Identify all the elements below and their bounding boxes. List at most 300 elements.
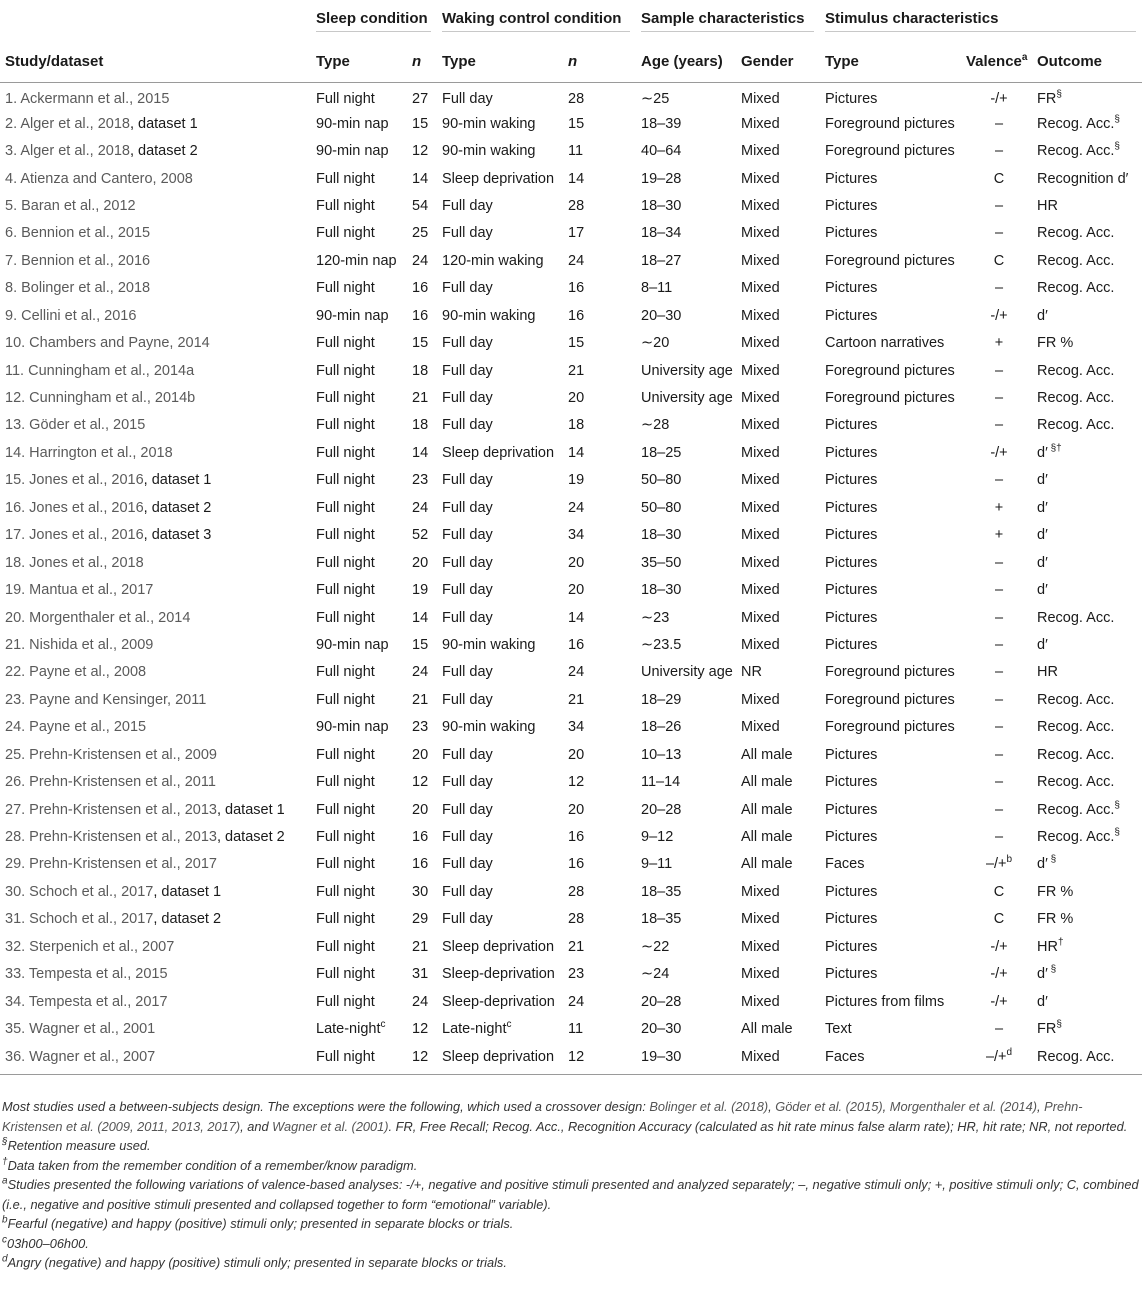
age-cell: 35–50 <box>641 554 682 571</box>
age-cell: 18–27 <box>641 252 682 269</box>
outcome-cell <box>1032 988 1142 1015</box>
citation-prehn-kristensen[interactable]: Prehn-Kristensen et al. (2009, 2011, 2013, 2017) <box>2 1099 1083 1134</box>
study-reference: 28. Prehn-Kristensen et al., 2013 <box>5 829 217 846</box>
table-body <box>0 83 1142 1071</box>
valence-cell <box>961 137 1032 164</box>
stimulus-type-cell: Pictures <box>825 417 878 434</box>
age-cell: 20–30 <box>641 1021 682 1038</box>
valence-value: – <box>994 280 1004 297</box>
citation-morgenthaler[interactable]: Morgenthaler et al. (2014) <box>889 1099 1038 1114</box>
sleep-type-column-header: Type <box>311 41 407 83</box>
table-row <box>0 961 1142 988</box>
table-row <box>0 412 1142 439</box>
gender-cell: Mixed <box>741 527 780 544</box>
footnote-b <box>2 1214 1140 1234</box>
study-reference: 1. Ackermann et al., 2015 <box>5 91 170 108</box>
stimulus-type-cell: Pictures <box>825 829 878 846</box>
study-reference: 34. Tempesta et al., 2017 <box>5 993 168 1010</box>
age-cell: 9–11 <box>641 856 673 873</box>
age-cell: ∼28 <box>641 417 670 434</box>
table-row <box>0 714 1142 741</box>
age-cell: ∼23.5 <box>641 636 682 653</box>
wake-type-cell <box>437 933 563 960</box>
sleep-type-cell <box>311 110 407 137</box>
footnote-mark: § <box>1114 113 1120 125</box>
gender-cell: Mixed <box>741 362 780 379</box>
sleep-type-cell <box>311 933 407 960</box>
wake-n-cell: 34 <box>568 527 585 544</box>
sleep-type-cell <box>311 192 407 219</box>
valence-cell <box>961 714 1032 741</box>
study-cell <box>0 329 311 356</box>
sleep-n-column-header: n <box>407 41 437 83</box>
wake-type-value: Full day <box>442 225 493 242</box>
gender-cell: All male <box>741 829 793 846</box>
wake-type-value: Sleep deprivation <box>442 170 555 187</box>
sleep-type-cell <box>311 576 407 603</box>
study-reference: 9. Cellini et al., 2016 <box>5 307 137 324</box>
stimulus-type-cell: Foreground pictures <box>825 664 955 681</box>
stimulus-type-cell: Cartoon narratives <box>825 335 945 352</box>
stimulus-type-cell: Pictures <box>825 582 878 599</box>
blank-header-cell <box>0 0 311 41</box>
stimulus-type-cell: Pictures <box>825 938 878 955</box>
outcome-cell <box>1032 851 1142 878</box>
valence-cell <box>961 192 1032 219</box>
sleep-n-cell: 14 <box>412 170 429 187</box>
age-cell: 18–35 <box>641 911 682 928</box>
sleep-n-cell: 27 <box>412 91 429 108</box>
table-row <box>0 302 1142 329</box>
design-note-text-1: Most studies used a between-subjects design. The exceptions were the following, which used a crossover design: <box>2 1099 650 1114</box>
sleep-n-cell: 21 <box>412 390 429 407</box>
outcome-value: FR % <box>1037 335 1074 352</box>
sleep-type-cell <box>311 878 407 905</box>
sleep-type-value: Full night <box>316 609 375 626</box>
wake-type-cell <box>437 522 563 549</box>
wake-n-cell: 21 <box>568 362 585 379</box>
outcome-cell <box>1032 192 1142 219</box>
gender-cell: Mixed <box>741 335 780 352</box>
table-row <box>0 275 1142 302</box>
wake-n-cell: 28 <box>568 911 585 928</box>
outcome-cell <box>1032 329 1142 356</box>
study-column-header: Study/dataset <box>0 41 311 83</box>
age-cell: ∼25 <box>641 91 670 108</box>
wake-n-cell: 18 <box>568 417 585 434</box>
wake-type-cell <box>437 220 563 247</box>
valence-value: -/+ <box>990 444 1008 461</box>
gender-cell: Mixed <box>741 390 780 407</box>
sleep-type-cell <box>311 659 407 686</box>
wake-n-cell: 20 <box>568 746 585 763</box>
table-row <box>0 439 1142 466</box>
age-cell: 18–30 <box>641 582 682 599</box>
table-row <box>0 83 1142 110</box>
study-cell <box>0 165 311 192</box>
wake-type-cell <box>437 823 563 850</box>
wake-type-cell <box>437 878 563 905</box>
stimulus-type-cell: Pictures <box>825 472 878 489</box>
sleep-type-value: Full night <box>316 417 375 434</box>
age-cell: 19–30 <box>641 1048 682 1065</box>
wake-n-cell: 11 <box>568 143 584 160</box>
age-cell: 19–28 <box>641 170 682 187</box>
table-row <box>0 741 1142 768</box>
study-cell <box>0 522 311 549</box>
study-cell <box>0 988 311 1015</box>
table-row <box>0 933 1142 960</box>
outcome-value: Recog. Acc. <box>1037 115 1115 132</box>
wake-type-value: Sleep-deprivation <box>442 966 555 983</box>
sleep-n-cell: 16 <box>412 856 429 873</box>
gender-cell: Mixed <box>741 417 780 434</box>
footnote-a <box>2 1175 1140 1214</box>
outcome-cell <box>1032 878 1142 905</box>
study-cell <box>0 906 311 933</box>
outcome-value: d′ <box>1037 554 1048 571</box>
valence-cell <box>961 549 1032 576</box>
study-cell <box>0 659 311 686</box>
sleep-type-value: Full night <box>316 691 375 708</box>
age-cell: 10–13 <box>641 746 682 763</box>
outcome-cell <box>1032 522 1142 549</box>
wake-n-cell: 15 <box>568 335 585 352</box>
table-row <box>0 494 1142 521</box>
table-row <box>0 796 1142 823</box>
stimulus-type-cell: Text <box>825 1021 852 1038</box>
wake-n-cell: 21 <box>568 691 585 708</box>
age-cell: 40–64 <box>641 143 682 160</box>
valence-value: – <box>994 636 1004 653</box>
stimulus-type-cell: Foreground pictures <box>825 719 955 736</box>
sleep-type-value: Full night <box>316 1048 375 1065</box>
outcome-value: d′ <box>1037 472 1048 489</box>
wake-n-cell: 16 <box>568 280 585 297</box>
study-cell <box>0 1015 311 1042</box>
wake-type-cell <box>437 302 563 329</box>
age-cell: 18–25 <box>641 444 682 461</box>
valence-value: + <box>994 527 1004 544</box>
stimulus-type-cell: Foreground pictures <box>825 143 955 160</box>
study-reference: 20. Morgenthaler et al., 2014 <box>5 609 191 626</box>
sleep-n-cell: 19 <box>412 582 429 599</box>
wake-type-cell <box>437 714 563 741</box>
sleep-type-value: 90-min nap <box>316 307 389 324</box>
wake-n-cell: 20 <box>568 801 585 818</box>
design-note <box>2 1097 1140 1136</box>
sleep-n-cell: 20 <box>412 554 429 571</box>
wake-n-cell: 14 <box>568 170 585 187</box>
stimulus-type-cell: Foreground pictures <box>825 115 955 132</box>
footnote-mark: § <box>1114 799 1120 811</box>
footnote-mark: § <box>1114 141 1120 153</box>
study-cell <box>0 878 311 905</box>
stimulus-type-cell: Faces <box>825 856 865 873</box>
sleep-type-value: Full night <box>316 829 375 846</box>
outcome-cell <box>1032 714 1142 741</box>
study-reference: 4. Atienza and Cantero, 2008 <box>5 170 193 187</box>
valence-cell <box>961 768 1032 795</box>
wake-type-value: Full day <box>442 609 493 626</box>
sleep-n-cell: 54 <box>412 197 429 214</box>
gender-cell: Mixed <box>741 582 780 599</box>
footnote-a-text: Studies presented the following variations of valence-based analyses: -/+, negative and positive stimuli presented and analyzed separately; –, negative stimuli only; +, positive stimuli only; C, combined (i.e., negative and positive stimuli presented and collapsed together to form “emotional” variable). <box>2 1177 1139 1212</box>
study-cell <box>0 961 311 988</box>
age-cell: 18–30 <box>641 197 682 214</box>
gender-cell: Mixed <box>741 609 780 626</box>
study-cell <box>0 192 311 219</box>
outcome-cell <box>1032 823 1142 850</box>
outcome-value: Recog. Acc. <box>1037 609 1115 626</box>
outcome-value: HR <box>1037 664 1058 681</box>
valence-value: – <box>994 774 1004 791</box>
age-cell: 11–14 <box>641 774 681 791</box>
sleep-n-cell: 12 <box>412 774 429 791</box>
wake-n-cell: 11 <box>568 1021 584 1038</box>
dataset-label: , dataset 2 <box>143 499 212 516</box>
valence-value: –/+ <box>985 856 1007 873</box>
valence-value: C <box>993 911 1005 928</box>
wake-type-value: 90-min waking <box>442 307 536 324</box>
gender-cell: Mixed <box>741 444 780 461</box>
table-row <box>0 768 1142 795</box>
study-reference: 18. Jones et al., 2018 <box>5 554 144 571</box>
study-reference: 21. Nishida et al., 2009 <box>5 636 154 653</box>
table-row <box>0 467 1142 494</box>
wake-type-value: Late-night <box>442 1021 507 1038</box>
sleep-n-cell: 23 <box>412 719 429 736</box>
valence-value: -/+ <box>990 307 1008 324</box>
valence-cell <box>961 988 1032 1015</box>
valence-cell <box>961 329 1032 356</box>
gender-cell: Mixed <box>741 911 780 928</box>
wake-type-cell <box>437 796 563 823</box>
footnote-a-mark: a <box>2 1175 8 1187</box>
valence-header-footnote-mark: a <box>1021 52 1028 63</box>
wake-type-cell <box>437 165 563 192</box>
citation-bolinger[interactable]: Bolinger et al. (2018) <box>649 1099 769 1114</box>
wake-n-cell: 24 <box>568 499 585 516</box>
valence-cell <box>961 823 1032 850</box>
wake-type-cell <box>437 384 563 411</box>
outcome-cell <box>1032 604 1142 631</box>
sleep-type-value: Full night <box>316 911 375 928</box>
study-cell <box>0 110 311 137</box>
sleep-n-cell: 52 <box>412 527 429 544</box>
gender-cell: Mixed <box>741 307 780 324</box>
wake-type-cell <box>437 137 563 164</box>
gender-cell: Mixed <box>741 197 780 214</box>
wake-type-value: Full day <box>442 499 493 516</box>
wake-type-cell <box>437 1043 563 1070</box>
wake-type-cell <box>437 851 563 878</box>
wake-type-value: 90-min waking <box>442 115 536 132</box>
valence-value: – <box>994 225 1004 242</box>
sleep-type-value: Full night <box>316 554 375 571</box>
outcome-value: d′ <box>1037 582 1048 599</box>
table-row <box>0 192 1142 219</box>
valence-value: – <box>994 719 1004 736</box>
outcome-value: d′ <box>1037 966 1048 983</box>
study-reference: 5. Baran et al., 2012 <box>5 197 136 214</box>
table-row <box>0 851 1142 878</box>
sleep-type-cell <box>311 494 407 521</box>
sleep-n-cell: 21 <box>412 691 429 708</box>
sleep-type-value: Full night <box>316 335 375 352</box>
study-reference: 29. Prehn-Kristensen et al., 2017 <box>5 856 217 873</box>
sleep-type-cell <box>311 83 407 110</box>
outcome-value: d′ <box>1037 636 1048 653</box>
valence-value: –/+ <box>985 1048 1007 1065</box>
wake-type-value: Full day <box>442 664 493 681</box>
dataset-label: , dataset 2 <box>129 143 198 160</box>
footnote-d-text: Angry (negative) and happy (positive) stimuli only; presented in separate blocks or trials. <box>7 1255 507 1270</box>
study-cell <box>0 741 311 768</box>
valence-value: – <box>994 829 1004 846</box>
wake-type-cell <box>437 357 563 384</box>
sleep-type-value: Full night <box>316 91 375 108</box>
stimulus-type-cell: Pictures <box>825 280 878 297</box>
stimulus-type-cell: Pictures <box>825 225 878 242</box>
wake-type-value: Sleep deprivation <box>442 1048 555 1065</box>
outcome-cell <box>1032 137 1142 164</box>
valence-value: – <box>994 362 1004 379</box>
table-row <box>0 988 1142 1015</box>
sleep-type-value: Full night <box>316 582 375 599</box>
sleep-type-value: Late-night <box>316 1021 381 1038</box>
study-reference: 26. Prehn-Kristensen et al., 2011 <box>5 774 216 791</box>
outcome-value: Recog. Acc. <box>1037 280 1115 297</box>
wake-n-cell: 24 <box>568 993 585 1010</box>
age-cell: 18–35 <box>641 883 682 900</box>
gender-cell: Mixed <box>741 143 780 160</box>
sleep-type-cell <box>311 522 407 549</box>
outcome-cell <box>1032 83 1142 110</box>
dataset-label: , dataset 3 <box>143 527 212 544</box>
footnote-mark: § <box>1047 964 1057 976</box>
wake-type-cell <box>437 604 563 631</box>
outcome-value: HR <box>1037 197 1058 214</box>
wake-n-cell: 15 <box>568 115 585 132</box>
section-mark: § <box>2 1136 8 1148</box>
outcome-value: Recognition d′ <box>1037 170 1129 187</box>
sleep-condition-label: Sleep condition <box>316 10 431 32</box>
study-reference: 22. Payne et al., 2008 <box>5 664 147 681</box>
table-bottom-rule <box>0 1074 1142 1075</box>
table-row <box>0 823 1142 850</box>
table-row <box>0 137 1142 164</box>
study-reference: 12. Cunningham et al., 2014b <box>5 390 196 407</box>
wake-type-value: Full day <box>442 911 493 928</box>
sleep-type-cell <box>311 165 407 192</box>
wake-type-column-header: Type <box>437 41 563 83</box>
study-reference: 32. Sterpenich et al., 2007 <box>5 938 175 955</box>
footnote-c-text: 03h00–06h00. <box>7 1235 89 1251</box>
sleep-type-cell <box>311 851 407 878</box>
valence-cell <box>961 165 1032 192</box>
footnote-mark: § <box>1056 89 1062 101</box>
valence-cell <box>961 439 1032 466</box>
wake-type-value: Full day <box>442 335 493 352</box>
valence-value: – <box>994 664 1004 681</box>
table-row <box>0 549 1142 576</box>
stimulus-type-cell: Pictures <box>825 527 878 544</box>
remember-footnote-text: Data taken from the remember condition of a remember/know paradigm. <box>7 1157 418 1173</box>
table-row <box>0 576 1142 603</box>
age-cell: 20–28 <box>641 993 682 1010</box>
study-reference: 14. Harrington et al., 2018 <box>5 444 173 461</box>
age-cell: 50–80 <box>641 499 682 516</box>
valence-value: – <box>994 472 1004 489</box>
wake-type-value: Full day <box>442 417 493 434</box>
study-reference: 19. Mantua et al., 2017 <box>5 582 154 599</box>
sleep-n-cell: 21 <box>412 938 429 955</box>
gender-cell: Mixed <box>741 1048 780 1065</box>
valence-value: C <box>993 252 1005 269</box>
valence-cell <box>961 604 1032 631</box>
sleep-type-value: Full night <box>316 197 375 214</box>
sleep-type-value: Full night <box>316 444 375 461</box>
age-cell: ∼22 <box>641 938 670 955</box>
outcome-value: Recog. Acc. <box>1037 774 1115 791</box>
citation-goder[interactable]: Göder et al. (2015) <box>775 1099 883 1114</box>
valence-cell <box>961 851 1032 878</box>
table-row <box>0 604 1142 631</box>
gender-cell: Mixed <box>741 636 780 653</box>
valence-cell <box>961 494 1032 521</box>
stimulus-type-cell: Pictures <box>825 774 878 791</box>
study-cell <box>0 768 311 795</box>
gender-cell: Mixed <box>741 252 780 269</box>
gender-cell: Mixed <box>741 280 780 297</box>
sleep-type-value: 120-min nap <box>316 252 397 269</box>
age-cell: 18–30 <box>641 527 682 544</box>
sleep-type-value: Full night <box>316 170 375 187</box>
study-cell <box>0 275 311 302</box>
wake-type-value: Full day <box>442 582 493 599</box>
age-cell: 50–80 <box>641 472 682 489</box>
sleep-type-cell <box>311 741 407 768</box>
stimulus-type-cell: Pictures <box>825 609 878 626</box>
valence-cell <box>961 631 1032 658</box>
wake-type-value: Full day <box>442 197 493 214</box>
gender-cell: Mixed <box>741 170 780 187</box>
sample-characteristics-label: Sample characteristics <box>641 10 814 32</box>
stimulus-type-cell: Pictures <box>825 911 878 928</box>
wake-type-value: 90-min waking <box>442 636 536 653</box>
sleep-n-cell: 12 <box>412 143 429 160</box>
dagger-mark: † <box>2 1156 8 1168</box>
wake-type-value: 90-min waking <box>442 719 536 736</box>
study-cell <box>0 686 311 713</box>
wake-n-cell: 34 <box>568 719 585 736</box>
gender-cell: Mixed <box>741 472 780 489</box>
age-cell: ∼23 <box>641 609 670 626</box>
valence-cell <box>961 384 1032 411</box>
age-cell: 18–34 <box>641 225 682 242</box>
sleep-type-cell <box>311 768 407 795</box>
stimulus-type-cell: Pictures from films <box>825 993 945 1010</box>
gender-cell: Mixed <box>741 499 780 516</box>
sleep-n-cell: 29 <box>412 911 429 928</box>
wake-type-cell <box>437 686 563 713</box>
outcome-cell <box>1032 1043 1142 1070</box>
citation-wagner[interactable]: Wagner et al. (2001) <box>272 1118 389 1134</box>
sleep-type-cell <box>311 467 407 494</box>
wake-type-value: Sleep deprivation <box>442 938 555 955</box>
gender-cell: Mixed <box>741 691 780 708</box>
